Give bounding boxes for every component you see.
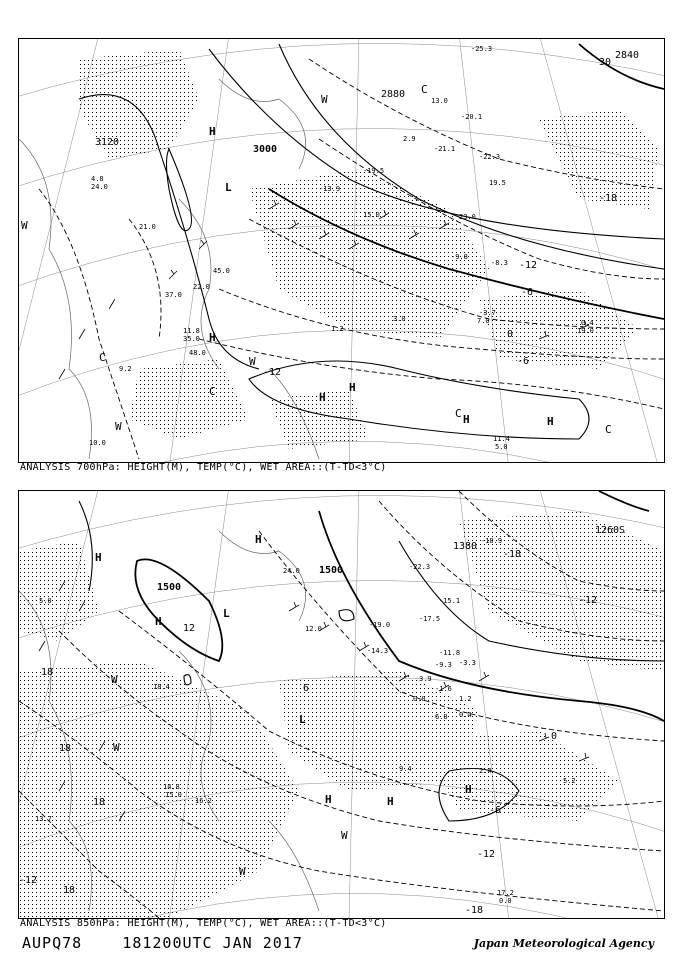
station-value: 3.9: [419, 675, 432, 683]
high-center: H: [463, 413, 470, 426]
station-value: -19.5: [363, 167, 385, 175]
station-value: -1.6: [435, 685, 452, 693]
chart-code: AUPQ78: [22, 934, 83, 952]
chart-identifier: [22, 934, 303, 952]
station-value: 37.0: [165, 291, 182, 299]
height-label: 30: [599, 57, 612, 68]
station-value: 13.7: [35, 815, 52, 823]
isotherm-label: -12: [19, 875, 38, 886]
panel-850-caption: ANALYSIS 850hPa: HEIGHT(M), TEMP(°C), WET AREA::(T-TD<3°C): [20, 918, 387, 929]
station-value: -9.3: [435, 661, 452, 669]
isotherm-label: 18: [93, 797, 106, 808]
isotherm-label: 6: [303, 683, 310, 694]
map-700hpa-canvas: [19, 39, 664, 462]
station-value: 23.0: [459, 213, 476, 221]
station-value: 13.0: [431, 97, 448, 105]
warm-center: W: [321, 93, 328, 106]
station-value: 24.0: [91, 183, 108, 191]
isotherm-label: -6: [517, 356, 530, 367]
station-value: -18.9: [481, 537, 503, 545]
warm-center: W: [115, 420, 122, 433]
station-value: 5.0: [39, 597, 52, 605]
warm-center: W: [249, 355, 256, 368]
isotherm-label: 18: [59, 743, 72, 754]
isotherm-label: 18: [63, 885, 76, 896]
isotherm-label: -12: [477, 849, 496, 860]
station-value: 9.2: [119, 365, 132, 373]
isotherm-label: 12: [183, 623, 196, 634]
station-value: 10.0: [89, 439, 106, 447]
analysis-850hpa-map: [18, 490, 665, 919]
isotherm-label: 0: [551, 731, 558, 742]
station-value: -25.3: [471, 45, 493, 53]
warm-center: W: [341, 829, 348, 842]
station-value: -17.5: [419, 615, 441, 623]
station-value: 5.2: [563, 777, 576, 785]
cold-center: C: [421, 83, 428, 96]
station-value: 15.0: [363, 211, 380, 219]
height-label: 3000: [253, 144, 278, 155]
map-850hpa-canvas: [19, 491, 664, 918]
isotherm-label: -12: [263, 367, 282, 378]
station-value: -3.3: [459, 659, 476, 667]
station-value: 1.2: [331, 325, 344, 333]
high-center: H: [325, 793, 332, 806]
isotherm-label: -18: [503, 549, 522, 560]
warm-center: W: [113, 741, 120, 754]
high-center: H: [349, 381, 356, 394]
station-value: 11.8: [183, 327, 200, 335]
low-center: L: [299, 713, 306, 726]
station-value: 15.0: [165, 791, 182, 799]
station-value: -22.3: [479, 153, 501, 161]
station-value: -13.9: [319, 185, 341, 193]
isotherm-label: -6: [521, 287, 534, 298]
high-center: H: [209, 125, 216, 138]
wet-area: [79, 49, 659, 449]
station-value: -22.3: [409, 563, 431, 571]
station-value: 0.0: [413, 695, 426, 703]
isotherm-label: 18: [41, 667, 54, 678]
station-value: 1.2: [459, 695, 472, 703]
low-center: L: [225, 181, 232, 194]
high-center: H: [95, 551, 102, 564]
cold-center: C: [455, 407, 462, 420]
latitude-line: [19, 441, 664, 462]
station-value: 2.4: [479, 767, 492, 775]
station-value: 0.4: [581, 319, 594, 327]
station-value: 4.8: [91, 175, 104, 183]
station-value: -19.0: [369, 621, 391, 629]
agency-credit: Japan Meteorological Agency: [473, 937, 654, 950]
high-center: H: [387, 795, 394, 808]
station-value: 12.0: [305, 625, 322, 633]
height-label: S: [619, 525, 626, 536]
height-label: 1500: [157, 582, 182, 593]
station-value: 6.0: [435, 713, 448, 721]
station-value: -21.1: [434, 145, 456, 153]
cold-center: C: [605, 423, 612, 436]
station-value: 2.9: [403, 135, 416, 143]
high-center: H: [155, 615, 162, 628]
station-value: 16.2: [195, 797, 212, 805]
height-label: 1380: [453, 541, 478, 552]
station-value: 3.0: [393, 315, 406, 323]
station-value: -3.7: [479, 309, 496, 317]
cold-center: C: [99, 351, 106, 364]
station-value: 24.0: [283, 567, 300, 575]
isotherm-label: -18: [599, 193, 618, 204]
station-value: 19.5: [489, 179, 506, 187]
height-label: 1500: [319, 565, 344, 576]
station-value: 0.4: [459, 711, 472, 719]
low-center: L: [223, 607, 230, 620]
station-value: 0.0: [499, 897, 512, 905]
station-value: -14.3: [367, 647, 389, 655]
longitude-line: [539, 39, 659, 462]
station-value: -15.1: [439, 597, 461, 605]
station-value: 9.4: [399, 765, 412, 773]
height-label: 3120: [95, 137, 120, 148]
station-value: 5.0: [495, 443, 508, 451]
warm-center: W: [239, 865, 246, 878]
isotherm-label: -18: [465, 905, 484, 916]
isotherm-label: 0: [507, 329, 514, 340]
station-value: 22.0: [193, 283, 210, 291]
station-value: -8.3: [491, 259, 508, 267]
station-value: 48.0: [189, 349, 206, 357]
station-value: 35.0: [183, 335, 200, 343]
warm-center: W: [21, 219, 28, 232]
station-value: -11.8: [439, 649, 461, 657]
isotherm-label: -12: [579, 595, 598, 606]
high-center: H: [319, 391, 326, 404]
isotherm-label: -6: [489, 805, 502, 816]
high-center: H: [209, 331, 216, 344]
height-label: 1260: [595, 525, 620, 536]
high-center: H: [547, 415, 554, 428]
station-value: -9.8: [451, 253, 468, 261]
height-label: 2840: [615, 50, 640, 61]
panel-700-caption: ANALYSIS 700hPa: HEIGHT(M), TEMP(°C), WET AREA::(T-TD<3°C): [20, 462, 387, 473]
chart-datetime: 181200UTC JAN 2017: [122, 934, 303, 952]
station-value: 45.0: [213, 267, 230, 275]
warm-center: W: [111, 673, 118, 686]
analysis-700hpa-map: [18, 38, 665, 463]
isotherm-label: -12: [519, 260, 538, 271]
high-center: H: [465, 783, 472, 796]
station-value: 21.0: [139, 223, 156, 231]
station-value: 7.0: [477, 317, 490, 325]
cold-center: C: [209, 385, 216, 398]
station-value: 19.0: [577, 327, 594, 335]
station-value: 14.8: [163, 783, 180, 791]
high-center: H: [255, 533, 262, 546]
station-value: -20.1: [461, 113, 483, 121]
height-label: 2880: [381, 89, 406, 100]
station-value: 17.2: [497, 889, 514, 897]
station-value: 18.4: [153, 683, 170, 691]
station-value: 11.4: [493, 435, 510, 443]
